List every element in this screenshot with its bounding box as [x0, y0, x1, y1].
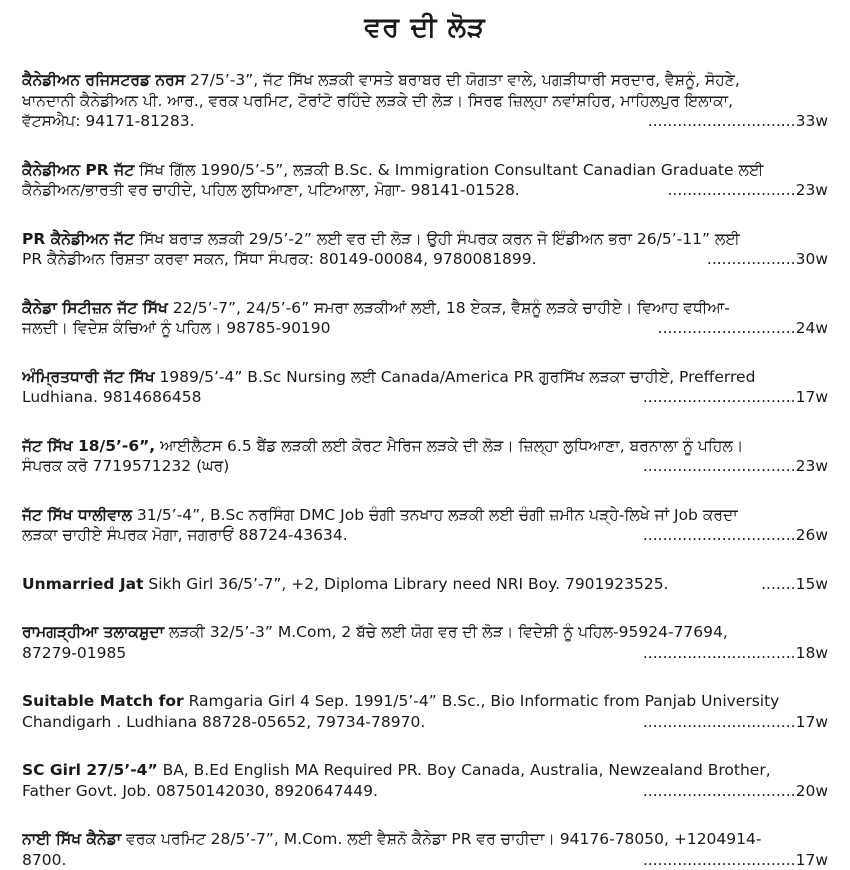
- ad-contact: [22, 712, 425, 733]
- ad-last-line: [22, 387, 828, 408]
- ad-contact-text: Chandigarh . Ludhiana 88728-05652, 79734-78970.: [22, 713, 425, 731]
- ad-last-line: [22, 525, 828, 546]
- ad-word-count: .......15w: [761, 574, 828, 595]
- ad-text-line: [22, 622, 828, 643]
- ad-text: ਆਈਲੈਟਸ 6.5 ਬੈਂਡ ਲੜਕੀ ਲਈ ਕੋਰਟ ਮੈਰਿਜ ਲੜਕੇ ਦੀ ਲੋੜ। ਜ਼ਿਲ੍ਹਾ ਲੁਧਿਆਣਾ, ਬਰਨਾਲਾ ਨੂੰ ਪਹਿਲ।: [155, 437, 743, 455]
- ad-last-line: [22, 180, 828, 201]
- ad-last-line: [22, 781, 828, 802]
- ad-heading: ਜੱਟ ਸਿੱਖ 18/5’-6”,: [22, 437, 155, 455]
- ad-contact: [22, 249, 537, 270]
- ad-contact-text: Father Govt. Job. 08750142030, 8920647449.: [22, 782, 378, 800]
- ad-text: 31/5’-4”, B.Sc ਨਰਸਿੰਗ DMC Job ਚੰਗੀ ਤਨਖਾਹ ਲੜਕੀ ਲਈ ਚੰਗੀ ਜ਼ਮੀਨ ਪੜ੍ਹੇ-ਲਿਖੇ ਜਾਂ Job ਕਰਦਾ: [132, 506, 738, 524]
- ad-text: ਖਾਨਦਾਨੀ ਕੈਨੇਡੀਅਨ ਪੀ. ਆਰ., ਵਰਕ ਪਰਮਿਟ, ਟੋਰਾਂਟੋ ਰਹਿੰਦੇ ਲੜਕੇ ਦੀ ਲੋੜ। ਸਿਰਫ ਜ਼ਿਲ੍ਹਾ ਨਵਾਂਸ਼ਹਿਰ, ਮਾਹਿਲਪੁਰ ਇਲਾਕਾ,: [22, 92, 733, 110]
- page-title: ਵਰ ਦੀ ਲੋੜ: [22, 0, 828, 48]
- ad-last-line: [22, 456, 828, 477]
- ad-text-line: [22, 70, 828, 91]
- ad-word-count: ............................24w: [658, 318, 828, 339]
- classified-ad: [22, 160, 828, 201]
- ad-contact-text: Sikh Girl 36/5’-7”, +2, Diploma Library need NRI Boy. 7901923525.: [143, 575, 668, 593]
- ad-heading: ਜੱਟ ਸਿੱਖ ਧਾਲੀਵਾਲ: [22, 506, 132, 524]
- ad-text-line: [22, 436, 828, 457]
- classified-ad: [22, 436, 828, 477]
- classified-ad: [22, 367, 828, 408]
- ad-contact-text: ਵੱਟਸਐਪ: 94171-81283.: [22, 112, 195, 130]
- ad-heading: ਕੈਨੇਡਾ ਸਿਟੀਜ਼ਨ ਜੱਟ ਸਿੱਖ: [22, 299, 168, 317]
- ad-text: Ramgaria Girl 4 Sep. 1991/5’-4” B.Sc., Bio Informatic from Panjab University: [184, 692, 780, 710]
- ad-text-line: [22, 91, 828, 112]
- ad-text: 1989/5’-4” B.Sc Nursing ਲਈ Canada/America PR ਗੁਰਸਿੱਖ ਲੜਕਾ ਚਾਹੀਏ, Prefferred: [155, 368, 756, 386]
- ad-contact: [22, 525, 348, 546]
- ad-heading: ਕੈਨੇਡੀਅਨ PR ਜੱਟ: [22, 161, 134, 179]
- classified-ad: [22, 229, 828, 270]
- ad-text: ਲੜਕੀ 32/5’-3” M.Com, 2 ਬੱਚੇ ਲਈ ਯੋਗ ਵਰ ਦੀ ਲੋੜ। ਵਿਦੇਸ਼ੀ ਨੂੰ ਪਹਿਲ-95924-77694,: [164, 623, 728, 641]
- ads-list: [22, 70, 828, 870]
- classified-ad: [22, 622, 828, 663]
- ad-word-count: ...............................23w: [643, 456, 828, 477]
- ad-text-line: [22, 160, 828, 181]
- ad-text: BA, B.Ed English MA Required PR. Boy Canada, Australia, Newzealand Brother,: [158, 761, 771, 779]
- ad-contact-text: 8700.: [22, 851, 66, 869]
- ad-word-count: ...............................17w: [643, 387, 828, 408]
- ad-text: ਸਿੱਖ ਬਰਾੜ ਲੜਕੀ 29/5’-2” ਲਈ ਵਰ ਦੀ ਲੋੜ। ਉਹੀ ਸੰਪਰਕ ਕਰਨ ਜੋ ਇੰਡੀਅਨ ਭਰਾ 26/5’-11” ਲਈ: [134, 230, 740, 248]
- ad-text: 27/5’-3”, ਜੱਟ ਸਿੱਖ ਲੜਕੀ ਵਾਸਤੇ ਬਰਾਬਰ ਦੀ ਯੋਗਤਾ ਵਾਲੇ, ਪਗੜੀਧਾਰੀ ਸਰਦਾਰ, ਵੈਸ਼ਨੂੰ, ਸੋਹਣੇ,: [185, 71, 740, 89]
- ad-text-line: [22, 505, 828, 526]
- ad-word-count: ...............................17w: [643, 850, 828, 870]
- ad-contact: [22, 643, 126, 664]
- classified-ad: [22, 829, 828, 870]
- ad-contact: [22, 850, 66, 870]
- ad-text-line: [22, 760, 828, 781]
- ad-word-count: ...............................26w: [643, 525, 828, 546]
- ad-heading: SC Girl 27/5’-4”: [22, 761, 158, 779]
- ad-word-count: ..............................33w: [648, 111, 828, 132]
- classified-ad: [22, 298, 828, 339]
- ad-contact: [22, 781, 378, 802]
- ad-contact-text: PR ਕੈਨੇਡੀਅਨ ਰਿਸ਼ਤਾ ਕਰਵਾ ਸਕਨ, ਸਿੱਧਾ ਸੰਪਰਕ: 80149-00084, 9780081899.: [22, 250, 537, 268]
- ad-word-count: ...............................20w: [643, 781, 828, 802]
- ad-last-line: [22, 111, 828, 132]
- classified-ad: [22, 505, 828, 546]
- ad-text-line: [22, 829, 828, 850]
- ad-text: 22/5’-7”, 24/5’-6” ਸਮਰਾ ਲੜਕੀਆਂ ਲਈ, 18 ਏਕੜ, ਵੈਸ਼ਨੂੰ ਲੜਕੇ ਚਾਹੀਏ। ਵਿਆਹ ਵਧੀਆ-: [168, 299, 730, 317]
- ad-contact-text: ਜਲਦੀ। ਵਿਦੇਸ਼ ਕੰਚਿਆਂ ਨੂੰ ਪਹਿਲ। 98785-90190: [22, 319, 331, 337]
- ad-contact-text: Ludhiana. 9814686458: [22, 388, 201, 406]
- ad-last-line: [22, 318, 828, 339]
- ad-text-line: [22, 691, 828, 712]
- ad-last-line: [22, 643, 828, 664]
- ad-word-count: ..........................23w: [667, 180, 828, 201]
- ad-text: ਸਿੱਖ ਗਿੱਲ 1990/5’-5”, ਲੜਕੀ B.Sc. & Immigration Consultant Canadian Graduate ਲਈ: [134, 161, 763, 179]
- ad-last-line: [22, 850, 828, 870]
- ad-word-count: ...............................17w: [643, 712, 828, 733]
- ad-contact-text: ਕੈਨੇਡੀਅਨ/ਭਾਰਤੀ ਵਰ ਚਾਹੀਦੇ, ਪਹਿਲ ਲੁਧਿਆਣਾ, ਪਟਿਆਲਾ, ਮੋਗਾ- 98141-01528.: [22, 181, 520, 199]
- ad-heading: ਨਾਈ ਸਿੱਖ ਕੈਨੇਡਾ: [22, 830, 121, 848]
- ad-heading: Suitable Match for: [22, 692, 184, 710]
- classified-ad: [22, 691, 828, 732]
- ad-heading: PR ਕੈਨੇਡੀਅਨ ਜੱਟ: [22, 230, 134, 248]
- ad-word-count: ..................30w: [707, 249, 828, 270]
- ad-contact-text: ਸੰਪਰਕ ਕਰੋ 7719571232 (ਘਰ): [22, 457, 229, 475]
- ad-contact: [22, 180, 520, 201]
- ad-heading: ਅੰਮ੍ਰਿਤਧਾਰੀ ਜੱਟ ਸਿੱਖ: [22, 368, 155, 386]
- ad-contact-text: 87279-01985: [22, 644, 126, 662]
- ad-contact: [22, 456, 229, 477]
- ad-contact: [22, 318, 331, 339]
- ad-word-count: ...............................18w: [643, 643, 828, 664]
- classified-ad: [22, 574, 828, 595]
- ad-last-line: [22, 249, 828, 270]
- ad-contact: [22, 387, 201, 408]
- ad-last-line: [22, 574, 828, 595]
- classified-ad: [22, 760, 828, 801]
- ad-contact: [22, 574, 669, 595]
- ad-heading: ਰਾਮਗੜ੍ਹੀਆ ਤਲਾਕਸ਼ੁਦਾ: [22, 623, 164, 641]
- ad-heading: ਕੈਨੇਡੀਅਨ ਰਜਿਸਟਰਡ ਨਰਸ: [22, 71, 185, 89]
- ad-heading: Unmarried Jat: [22, 575, 143, 593]
- ad-text-line: [22, 367, 828, 388]
- ad-text: ਵਰਕ ਪਰਮਿਟ 28/5’-7”, M.Com. ਲਈ ਵੈਸ਼ਨੋ ਕੈਨੇਡਾ PR ਵਰ ਚਾਹੀਦਾ। 94176-78050, +1204914-: [121, 830, 761, 848]
- classified-ad: [22, 70, 828, 132]
- ad-text-line: [22, 298, 828, 319]
- ad-last-line: [22, 712, 828, 733]
- ad-text-line: [22, 229, 828, 250]
- ad-contact: [22, 111, 195, 132]
- ad-contact-text: ਲੜਕਾ ਚਾਹੀਏ ਸੰਪਰਕ ਮੋਗਾ, ਜਗਰਾਓਂ 88724-43634.: [22, 526, 348, 544]
